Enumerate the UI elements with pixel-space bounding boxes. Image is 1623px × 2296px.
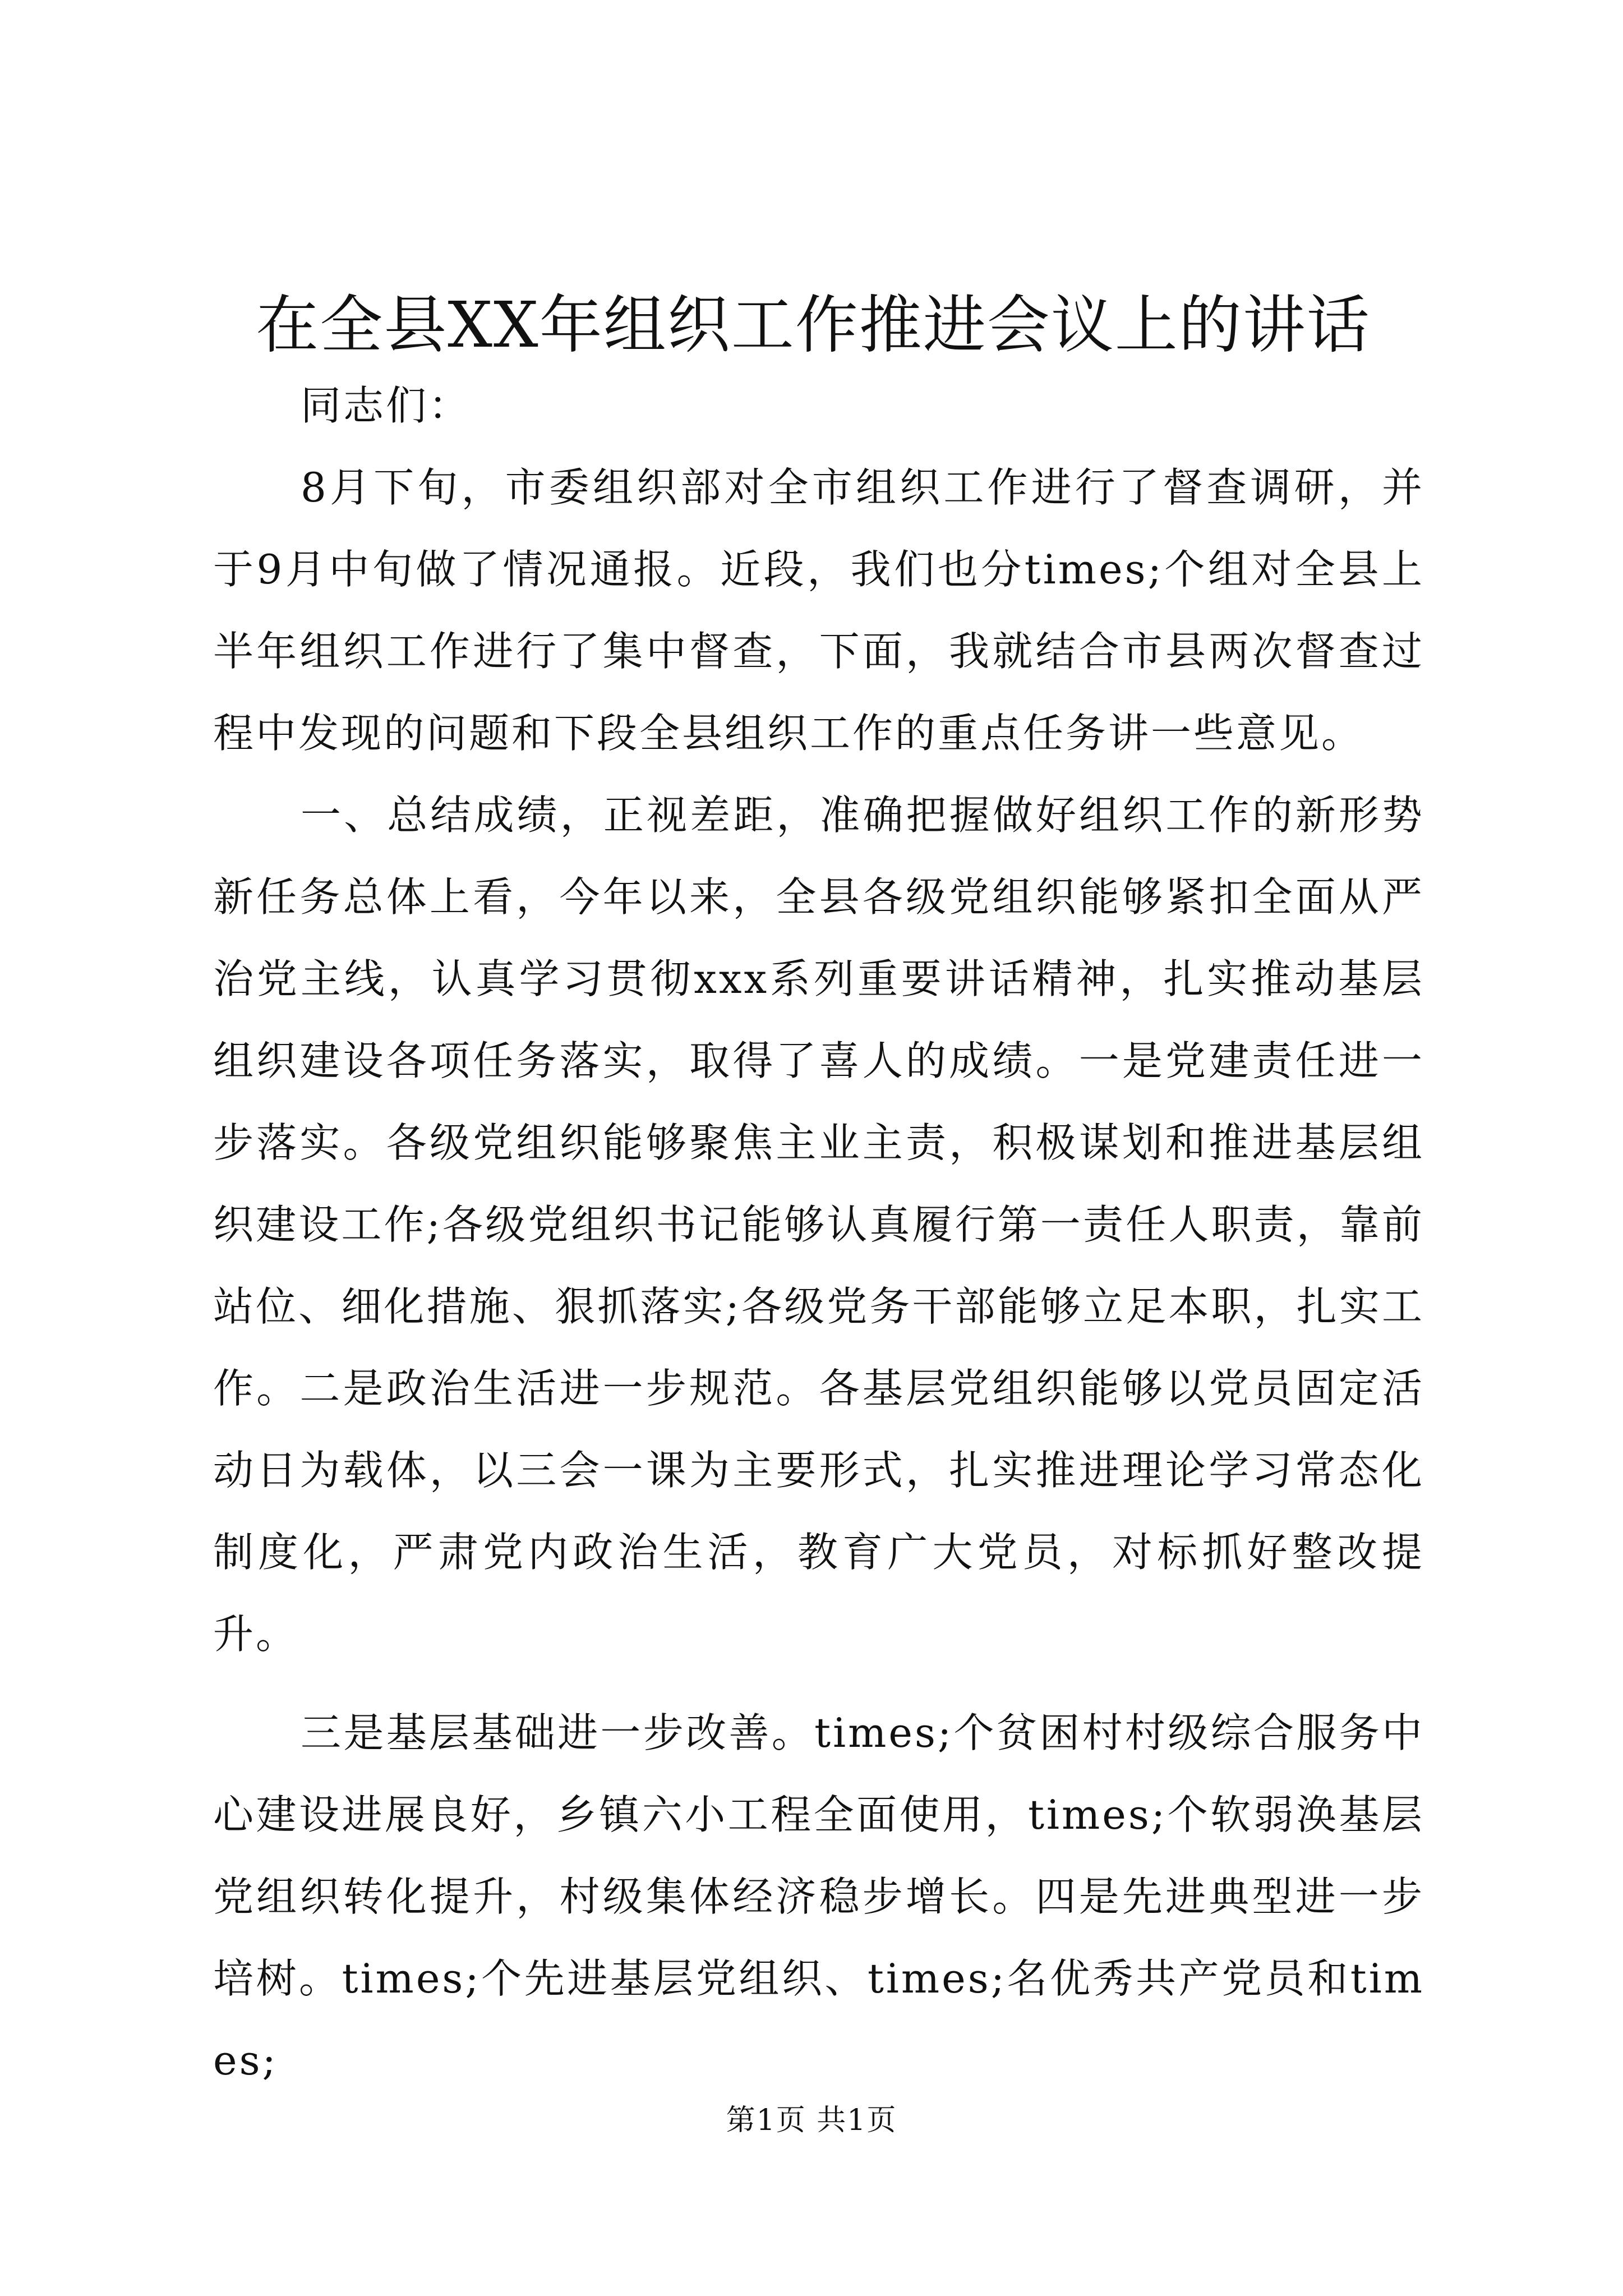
document-body <box>213 365 1424 2101</box>
salutation: 同志们： <box>301 382 472 429</box>
paragraph-1: 8月下旬，市委组织部对全市组织工作进行了督查调研，并于9月中旬做了情况通报。近段，我们也分times;个组对全县上半年组织工作进行了集中督查，下面，我就结合市县两次督查过程中发现的问题和下段全县组织工作的重点任务讲一些意见。 <box>213 464 1424 757</box>
document-title: 在全县XX年组织工作推进会议上的讲话 <box>256 289 1371 362</box>
page-number-footer: 第1页 共1页 <box>726 2104 897 2137</box>
paragraph-3: 三是基层基础进一步改善。times;个贫困村村级综合服务中心建设进展良好，乡镇六小工程全面使用，times;个软弱涣基层党组织转化提升，村级集体经济稳步增长。四是先进典型进一步培树。times;个先进基层党组织、times;名优秀共产党员和times; <box>213 1709 1424 2084</box>
paragraph-2: 一、总结成绩，正视差距，准确把握做好组织工作的新形势新任务总体上看，今年以来，全县各级党组织能够紧扣全面从严治党主线，认真学习贯彻xxx系列重要讲话精神，扎实推动基层组织建设各项任务落实，取得了喜人的成绩。一是党建责任进一步落实。各级党组织能够聚焦主业主责，积极谋划和推进基层组织建设工作;各级党组织书记能够认真履行第一责任人职责，靠前站位、细化措施、狠抓落实;各级党务干部能够立足本职，扎实工作。二是政治生活进一步规范。各基层党组织能够以党员固定活动日为载体，以三会一课为主要形式，扎实推进理论学习常态化制度化，严肃党内政治生活，教育广大党员，对标抓好整改提升。 <box>213 792 1424 1658</box>
